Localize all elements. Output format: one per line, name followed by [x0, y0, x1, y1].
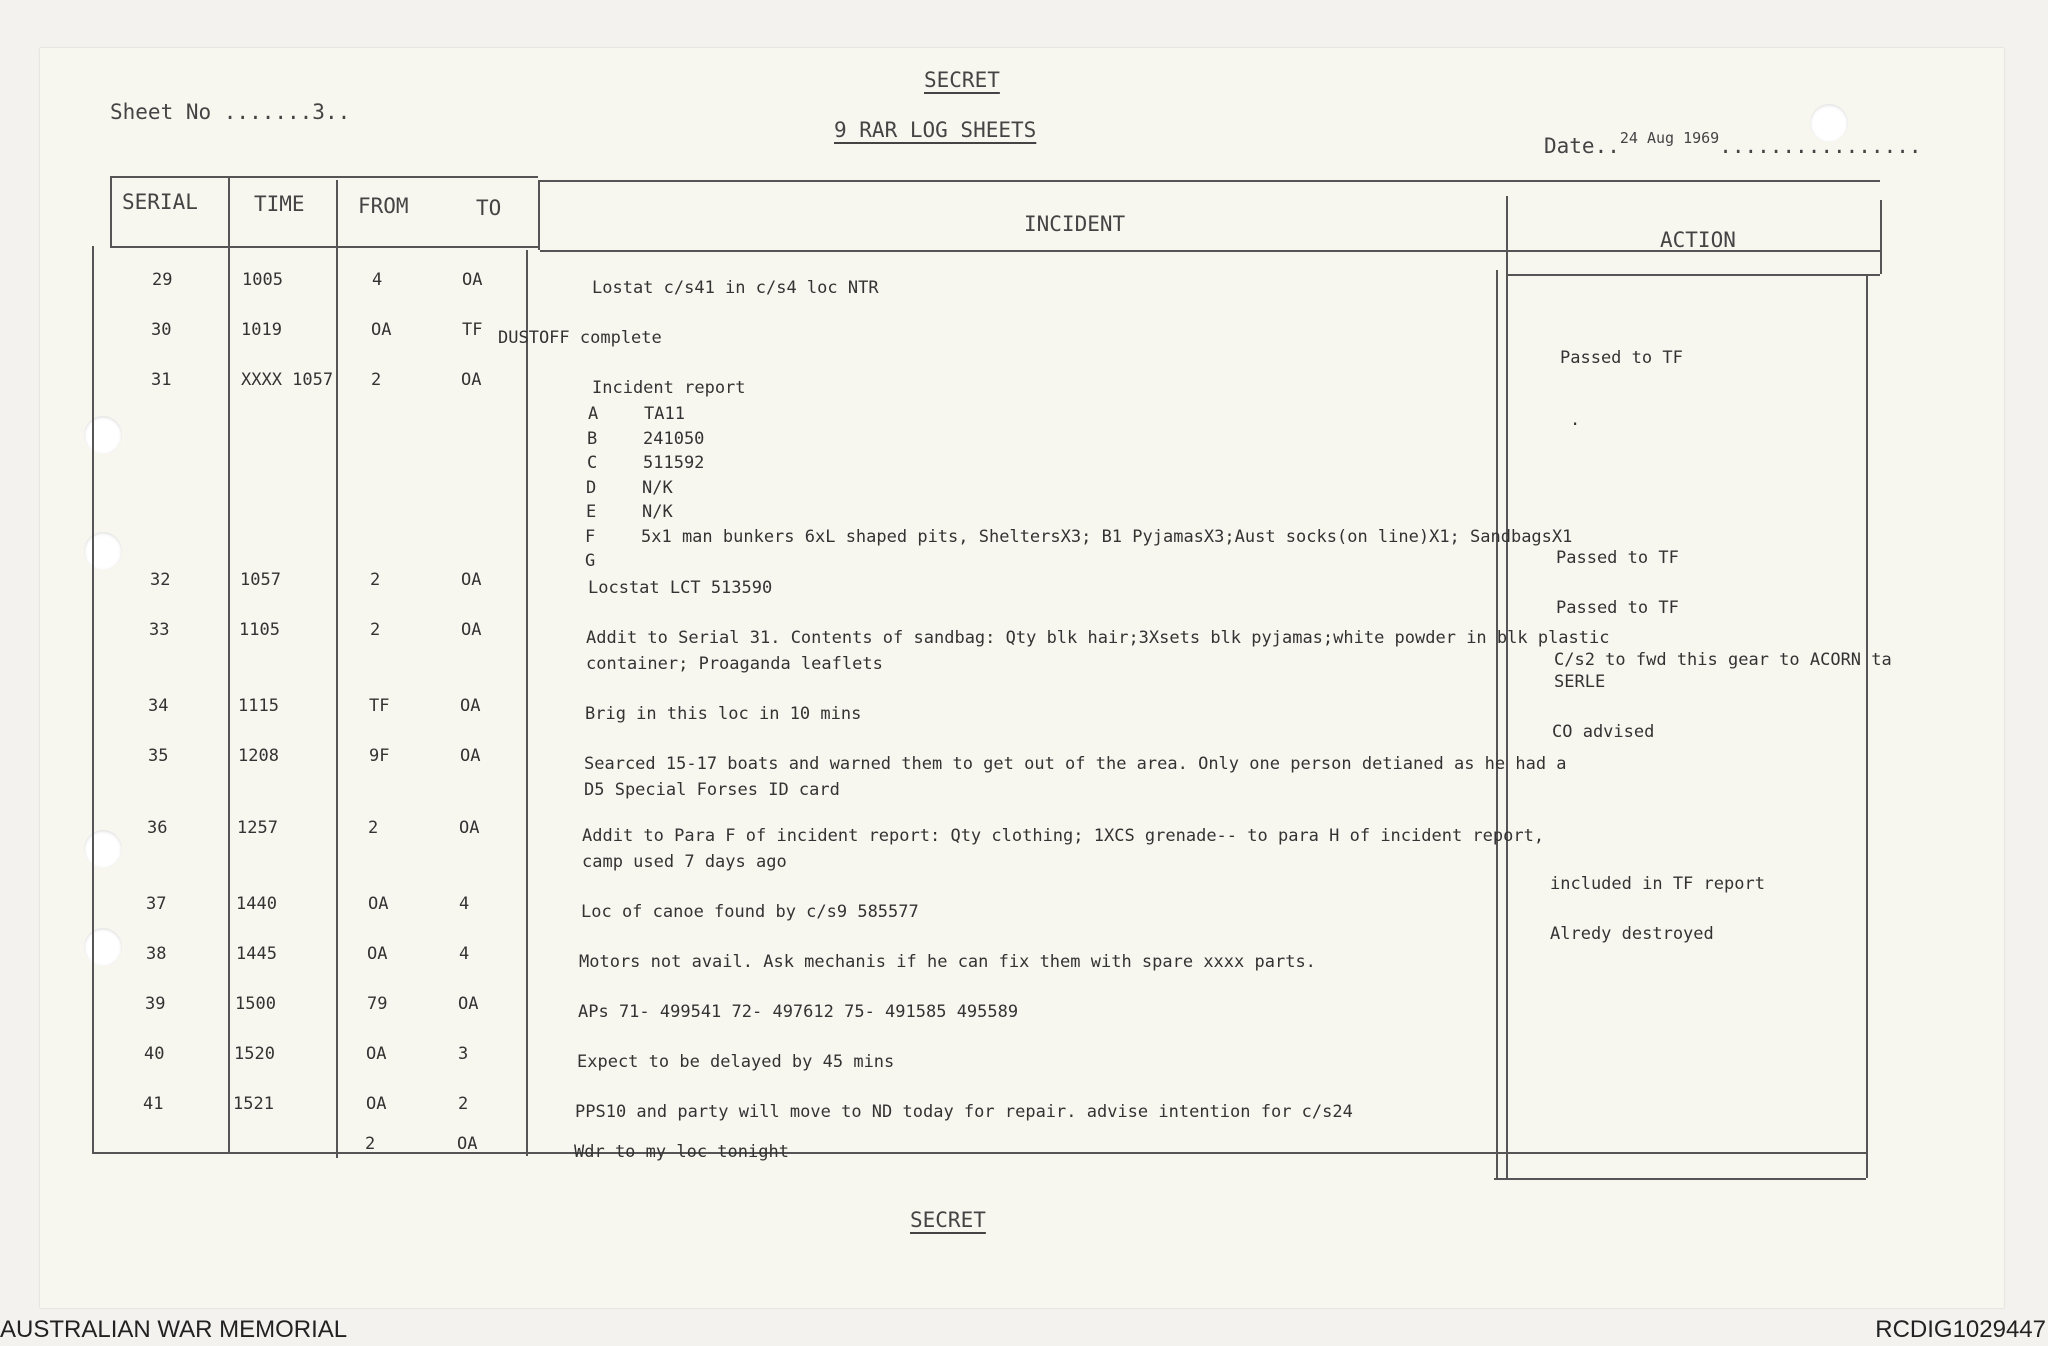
- report-letter: G: [585, 551, 596, 571]
- date-value: 24 Aug 1969: [1619, 129, 1720, 147]
- row-incident: Lostat c/s41 in c/s4 loc NTR: [592, 278, 879, 298]
- action-entry: Passed to TF: [1556, 598, 1679, 618]
- action-entry: Passed to TF: [1560, 348, 1683, 368]
- row-from: OA: [366, 1044, 387, 1064]
- row-from: 2: [371, 370, 382, 390]
- row-to: OA: [457, 1134, 478, 1154]
- row-to: OA: [462, 270, 483, 290]
- row-incident-cont: container; Proaganda leaflets: [586, 654, 883, 674]
- table-rule: [526, 250, 528, 1156]
- table-rule: [1866, 274, 1868, 1178]
- table-rule: [110, 176, 112, 246]
- row-serial: 39: [145, 994, 166, 1014]
- action-entry: SERLE: [1554, 672, 1606, 692]
- col-header-from: FROM: [358, 194, 409, 218]
- row-incident: Locstat LCT 513590: [588, 578, 773, 598]
- row-incident: Addit to Para F of incident report: Qty clothing; 1XCS grenade-- to para H of incident report,: [582, 826, 1545, 846]
- report-letter: C: [587, 453, 598, 473]
- row-to: 2: [458, 1094, 469, 1114]
- table-rule: [1506, 274, 1880, 276]
- row-incident: Loc of canoe found by c/s9 585577: [581, 902, 919, 922]
- table-rule: [1496, 270, 1498, 1178]
- col-header-serial: SERIAL: [122, 190, 198, 214]
- sheet-number: [110, 100, 350, 124]
- row-time: 1115: [238, 696, 279, 716]
- row-serial: 33: [149, 620, 170, 640]
- row-serial: 32: [150, 570, 171, 590]
- row-serial: 38: [146, 944, 167, 964]
- row-serial: 29: [152, 270, 173, 290]
- action-entry: Alredy destroyed: [1550, 924, 1714, 944]
- row-from: 2: [370, 620, 381, 640]
- punch-hole: [84, 830, 122, 868]
- row-to: 4: [459, 944, 470, 964]
- report-letter: F: [585, 526, 596, 547]
- classification-top: SECRET: [924, 68, 1000, 92]
- table-rule: [538, 180, 1880, 182]
- report-text: N/K: [642, 477, 673, 498]
- action-entry: Passed to TF: [1556, 548, 1679, 568]
- footer-credit: AUSTRALIAN WAR MEMORIAL: [0, 1316, 348, 1343]
- table-rule: [228, 176, 230, 1152]
- row-incident-cont: D5 Special Forses ID card: [584, 780, 840, 800]
- row-incident: Incident report: [592, 378, 746, 398]
- table-rule: [336, 180, 338, 1158]
- table-rule: [1880, 200, 1882, 274]
- row-incident: Wdr to my loc tonight: [574, 1142, 789, 1162]
- row-time: XXXX 1057: [241, 370, 334, 390]
- row-to: 3: [458, 1044, 469, 1064]
- row-from: OA: [371, 320, 392, 340]
- table-rule: [538, 180, 540, 250]
- report-letter: E: [586, 502, 597, 522]
- report-text: 241050: [643, 428, 705, 449]
- report-letter: D: [586, 477, 597, 498]
- report-text: 5x1 man bunkers 6xL shaped pits, SheltersX3; B1 PyjamasX3;Aust socks(on line)X1; SandbagsX1: [641, 526, 1573, 547]
- date-field: [1544, 129, 1922, 158]
- report-text: TA11: [644, 404, 685, 424]
- action-entry: C/s2 to fwd this gear to ACORN ta: [1554, 650, 1892, 670]
- row-from: 2: [365, 1134, 376, 1154]
- row-time: 1445: [236, 944, 277, 964]
- row-incident: Motors not avail. Ask mechanis if he can fix them with spare xxxx parts.: [579, 952, 1316, 972]
- table-rule: [1506, 196, 1508, 1178]
- row-incident-cont: camp used 7 days ago: [582, 852, 787, 872]
- row-to: OA: [461, 570, 482, 590]
- row-from: 4: [372, 270, 383, 290]
- row-incident: Brig in this loc in 10 mins: [585, 704, 862, 724]
- row-from: OA: [367, 944, 388, 964]
- row-serial: 40: [144, 1044, 165, 1064]
- row-from: OA: [366, 1094, 387, 1114]
- row-time: 1440: [236, 894, 277, 914]
- punch-hole: [84, 416, 122, 454]
- col-header-time: TIME: [254, 192, 305, 216]
- action-entry: CO advised: [1552, 722, 1655, 742]
- classification-bottom: SECRET: [910, 1208, 986, 1232]
- row-from: 2: [370, 570, 381, 590]
- table-rule: [1494, 1178, 1866, 1180]
- row-time: 1521: [233, 1094, 274, 1114]
- row-time: 1105: [239, 620, 280, 640]
- row-to: OA: [460, 746, 481, 766]
- row-from: TF: [369, 696, 390, 716]
- row-to: OA: [461, 370, 482, 390]
- row-to: OA: [458, 994, 479, 1014]
- row-to: TF: [462, 320, 483, 340]
- date-dots: ................: [1719, 134, 1922, 158]
- table-rule: [92, 246, 94, 1154]
- row-serial: 34: [148, 696, 169, 716]
- date-label: Date..: [1544, 134, 1620, 158]
- report-letter: B: [587, 428, 598, 449]
- row-time: 1005: [242, 270, 283, 290]
- row-serial: 36: [147, 818, 168, 838]
- row-incident: Addit to Serial 31. Contents of sandbag: Qty blk hair;3Xsets blk pyjamas;white powder in blk plastic: [586, 628, 1610, 648]
- row-from: 79: [367, 994, 388, 1014]
- action-entry: included in TF report: [1550, 874, 1765, 894]
- row-time: 1019: [241, 320, 282, 340]
- row-time: 1520: [234, 1044, 275, 1064]
- footer-record-id: RCDIG1029447: [1875, 1316, 2046, 1343]
- report-text: N/K: [642, 502, 673, 522]
- sheet-label: Sheet No .......: [110, 100, 313, 124]
- row-time: 1500: [235, 994, 276, 1014]
- col-header-action: ACTION: [1660, 228, 1736, 252]
- row-from: OA: [368, 894, 389, 914]
- row-incident: Searced 15-17 boats and warned them to get out of the area. Only one person detianed as he had a: [584, 754, 1567, 774]
- sheet-no-value: 3: [312, 100, 325, 124]
- row-from: 2: [368, 818, 379, 838]
- row-time: 1257: [237, 818, 278, 838]
- row-to: OA: [460, 696, 481, 716]
- row-incident: APs 71- 499541 72- 497612 75- 491585 495589: [578, 1002, 1019, 1022]
- punch-hole: [84, 928, 122, 966]
- punch-hole: [84, 532, 122, 570]
- table-rule: [110, 246, 540, 248]
- row-serial: 37: [146, 894, 167, 914]
- sheet-dots: ..: [324, 100, 351, 124]
- row-serial: 30: [151, 320, 172, 340]
- row-to: OA: [461, 620, 482, 640]
- row-serial: 41: [143, 1094, 164, 1114]
- row-serial: 31: [151, 370, 172, 390]
- row-incident: PPS10 and party will move to ND today for repair. advise intention for c/s24: [575, 1102, 1353, 1122]
- row-to: 4: [459, 894, 470, 914]
- row-to: OA: [459, 818, 480, 838]
- action-entry: .: [1570, 410, 1581, 430]
- report-letter: A: [588, 404, 599, 424]
- row-time: 1057: [240, 570, 281, 590]
- col-header-to: TO: [476, 196, 502, 220]
- table-rule: [110, 176, 538, 178]
- row-from: 9F: [369, 746, 390, 766]
- row-serial: 35: [148, 746, 169, 766]
- row-incident: DUSTOFF complete: [498, 328, 662, 348]
- row-incident: Expect to be delayed by 45 mins: [577, 1052, 895, 1072]
- row-time: 1208: [238, 746, 279, 766]
- report-text: 511592: [643, 453, 705, 473]
- page-title: 9 RAR LOG SHEETS: [834, 118, 1037, 142]
- col-header-incident: INCIDENT: [1024, 212, 1126, 236]
- table-rule: [92, 1152, 1868, 1154]
